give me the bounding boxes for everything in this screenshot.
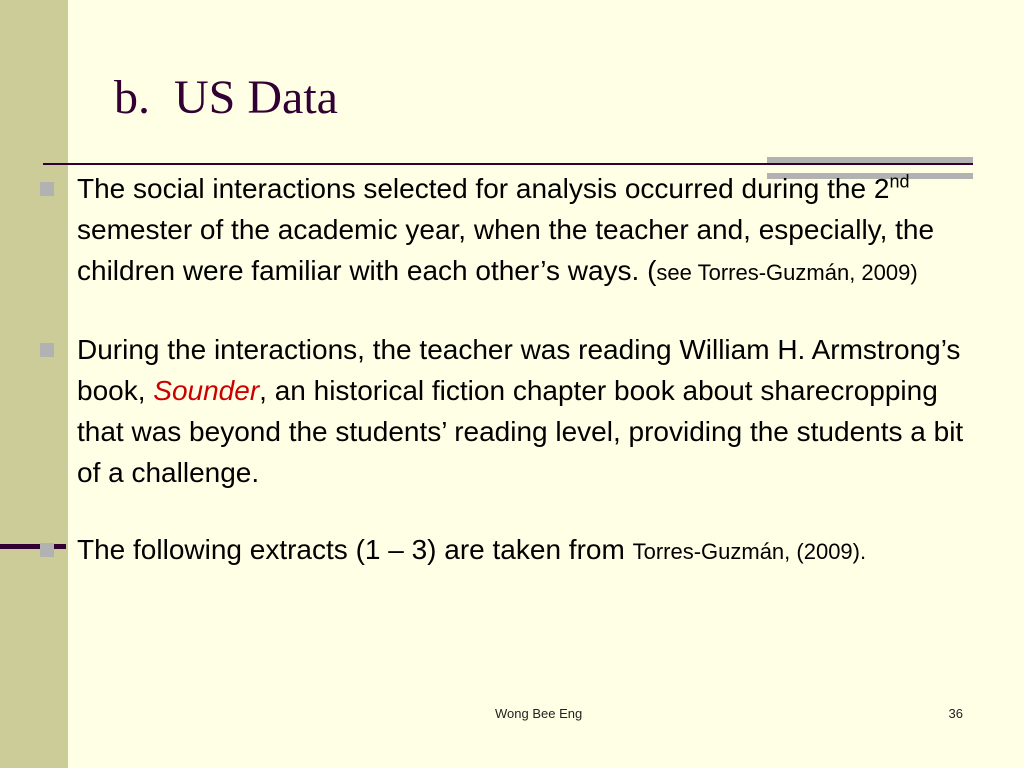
slide-title: b. US Data bbox=[114, 71, 338, 124]
bullet-item-2 bbox=[40, 329, 990, 493]
bullet-3-text: The following extracts (1 – 3) are taken from bbox=[77, 534, 633, 565]
bullet-1-text-continued: semester of the academic year, when the teacher and, especially, the children were familiar with each other’s ways. ( bbox=[77, 214, 935, 286]
title-accent-bar-top bbox=[767, 157, 973, 163]
bullet-item-3 bbox=[40, 529, 990, 572]
footer-author: Wong Bee Eng bbox=[495, 706, 583, 721]
book-title: Sounder bbox=[153, 375, 260, 406]
bullet-item-1 bbox=[40, 168, 990, 293]
title-underline bbox=[43, 163, 973, 165]
square-bullet-icon bbox=[40, 543, 54, 557]
square-bullet-icon bbox=[40, 343, 54, 357]
bullet-1-superscript: nd bbox=[889, 171, 910, 192]
bullet-list bbox=[40, 168, 990, 572]
bullet-2-text-continued: , an historical fiction chapter book about sharecropping that was beyond the students’ reading level, providing the students a bit of a challenge. bbox=[77, 375, 964, 488]
bullet-3-citation: Torres-Guzmán, (2009). bbox=[632, 539, 867, 564]
slide-number: 36 bbox=[948, 706, 963, 721]
bullet-2-text: During the interactions, the teacher was reading William H. Armstrong’s book, bbox=[77, 334, 961, 406]
bullet-1-text: The social interactions selected for analysis occurred during the 2 bbox=[77, 173, 890, 204]
square-bullet-icon bbox=[40, 182, 54, 196]
bullet-1-citation: see Torres-Guzmán, 2009) bbox=[656, 260, 918, 285]
